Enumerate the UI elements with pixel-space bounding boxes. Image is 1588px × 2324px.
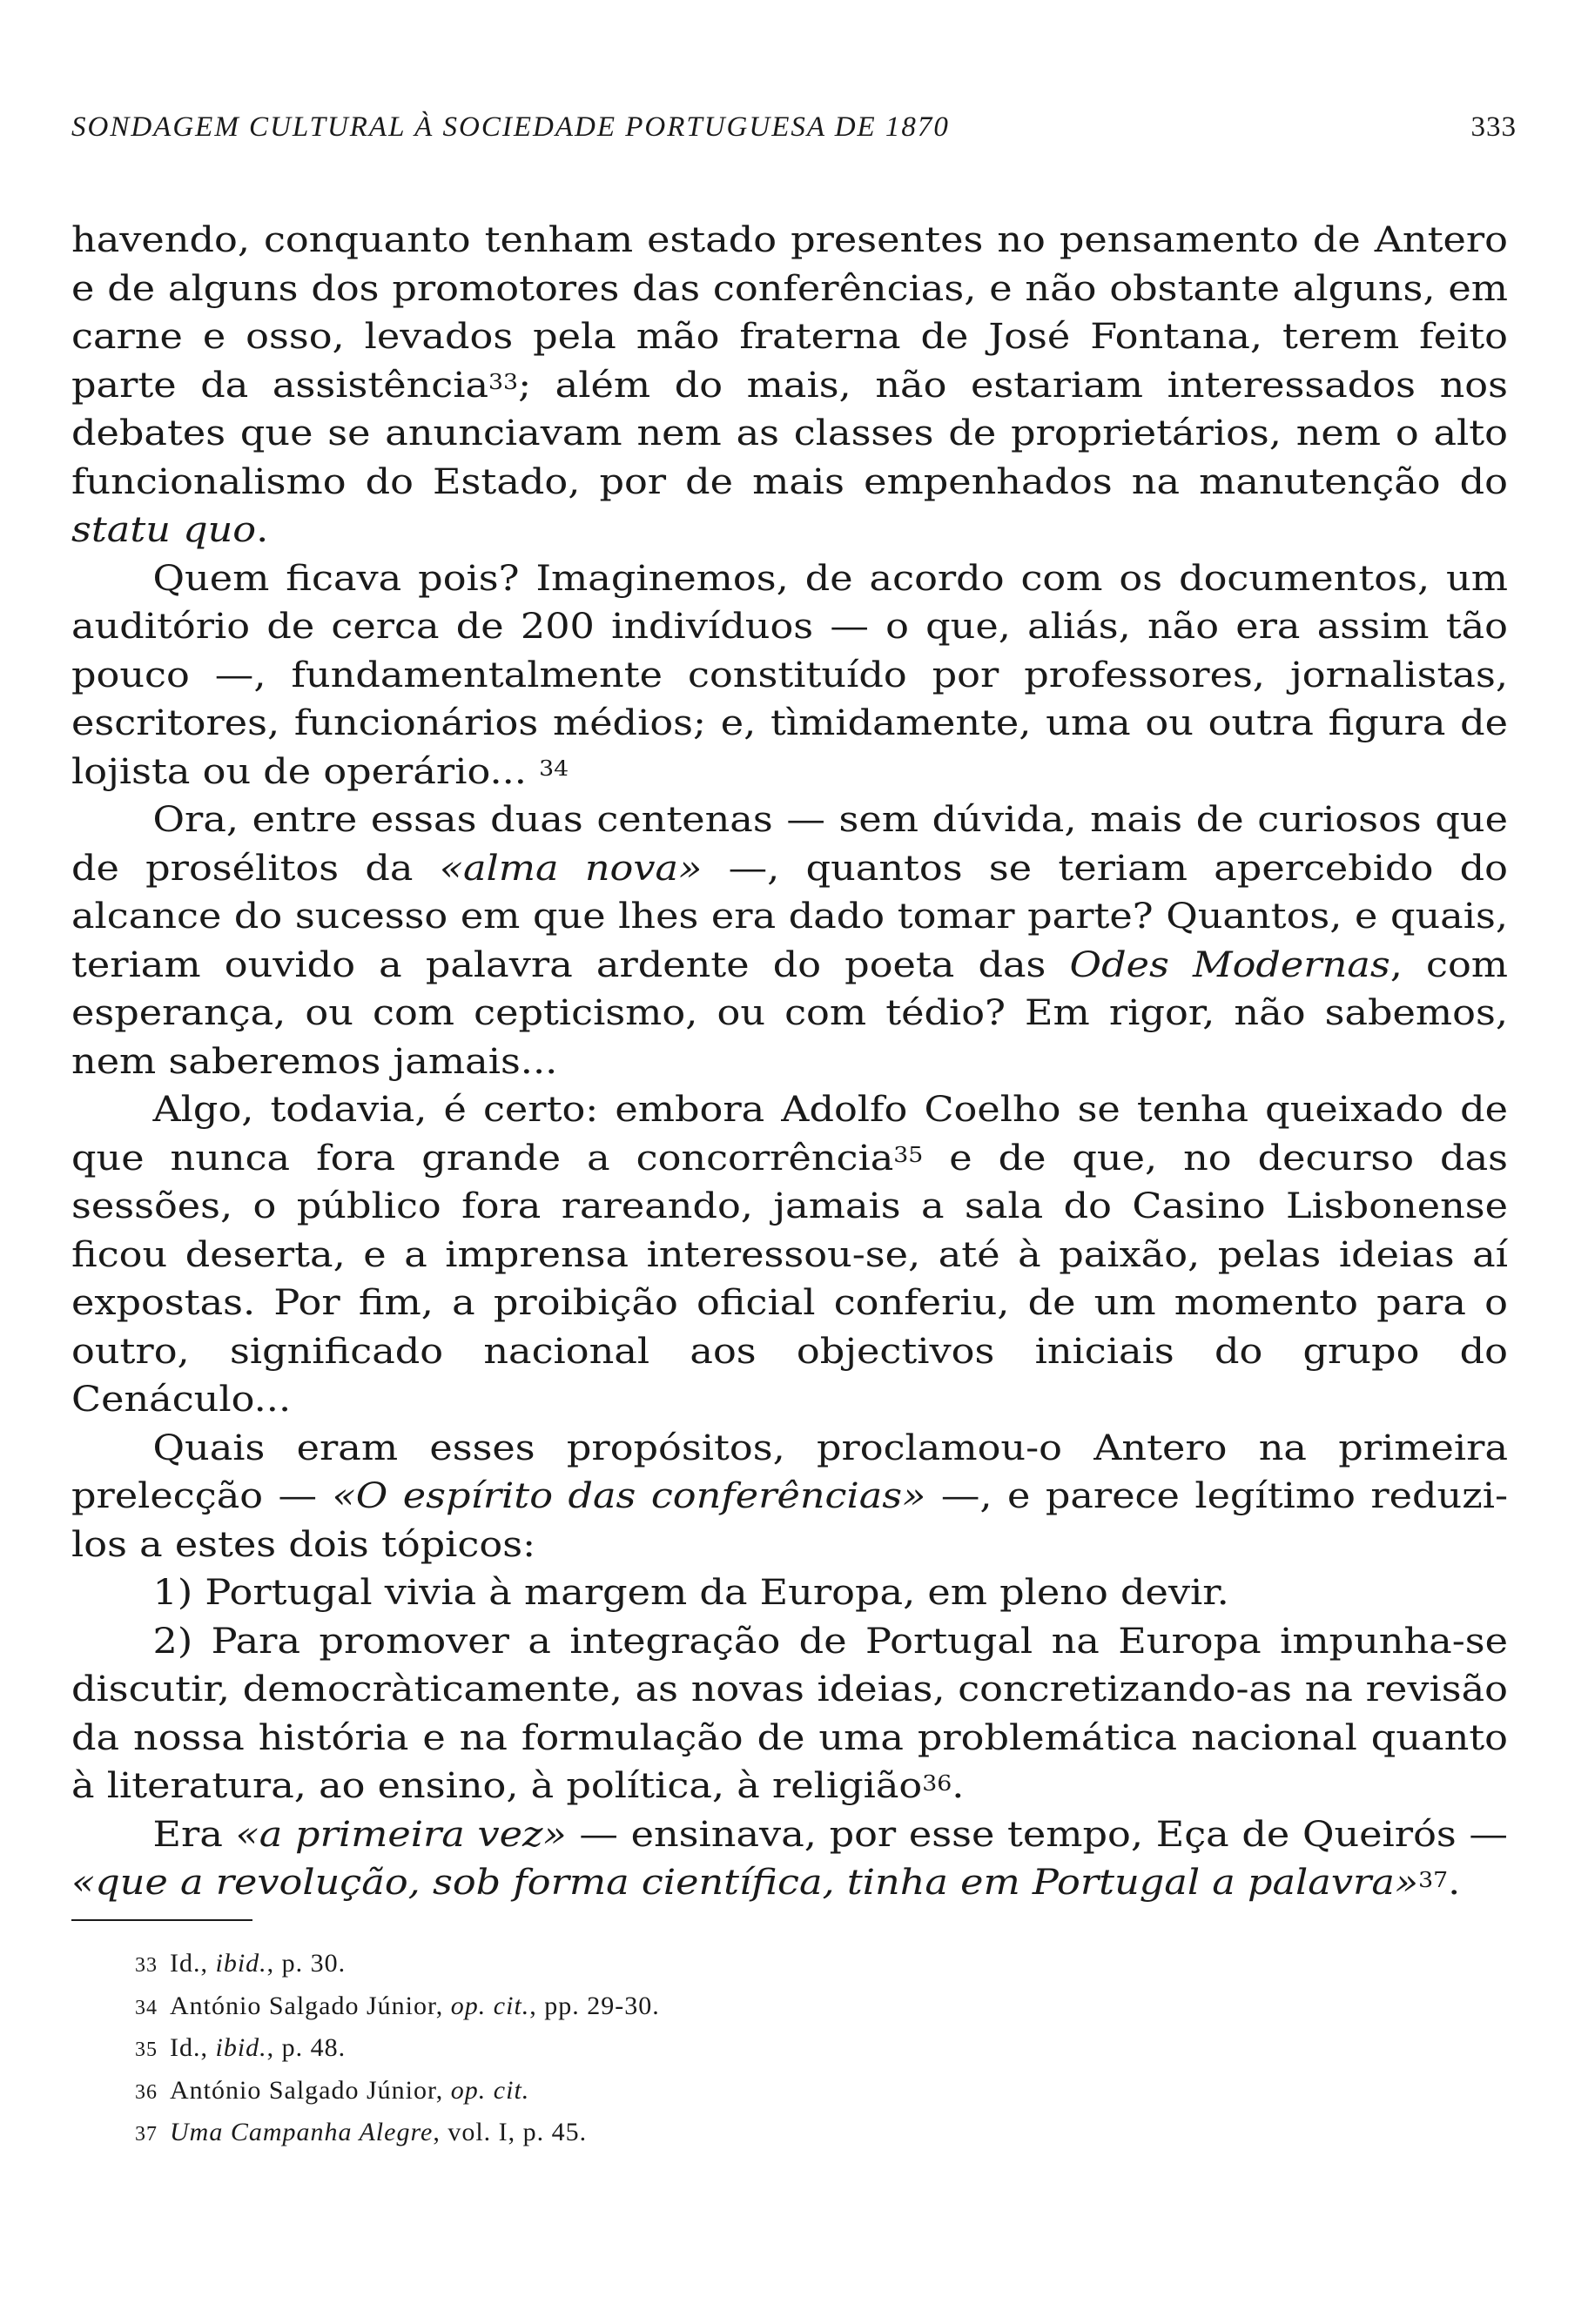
italic-quote: «que a revolução, sob forma científica, tinha em Portugal a palavra» [71, 1861, 1419, 1903]
footnote-ref-35: 35 [893, 1142, 924, 1167]
paragraph-3: Ora, entre essas duas centenas — sem dúvida, mais de curiosos que de prosélitos da «alma nova» —, quantos se teriam apercebido do alcance do sucesso em que lhes era dado tomar parte? Quantos, e quais, teriam ouvido a palavra ardente do poeta das Odes Modernas, com esperança, ou com cepticismo, ou com tédio? Em rigor, não sabemos, nem saberemos jamais... [71, 798, 1509, 1082]
footnote-ref-36: 36 [922, 1770, 952, 1796]
footnote-number: 36 [135, 2080, 158, 2104]
running-header [71, 111, 1517, 155]
footnote-number: 37 [135, 2123, 158, 2146]
list-item-1: 1) Portugal vivia à margem da Europa, em pleno devir. [152, 1571, 1229, 1613]
paragraph-4: Algo, todavia, é certo: embora Adolfo Coelho se tenha queixado de que nunca fora grande a concorrência$^{35}$ e de que, no decurso das sessões, o público fora rareando, jamais a sala do Casino Lisbonense ficou deserta, e a imprensa interessou-se, até à paixão, pelas ideias aí expostas. Por fim, a proibição oficial conferiu, de um momento para o outro, significado nacional aos objectivos iniciais do grupo do Cenáculo... [71, 1088, 1508, 1420]
italic-title: Odes Modernas [1069, 943, 1390, 985]
footnote-37: 37 Uma Campanha Alegre, vol. I, p. 45. [135, 2112, 1441, 2155]
main-text [71, 216, 1508, 1907]
footnote-35: 35 Id., ibid., p. 48. [135, 2028, 1441, 2071]
paragraph-5: Quais eram esses propósitos, proclamou-o Antero na primeira prelecção — «O espírito das conferências» —, e parece legítimo reduzi-los a estes dois tópicos: [71, 1426, 1509, 1565]
paragraph-6: Era «a primeira vez» — ensinava, por esse tempo, Eça de Queirós — «que a revolução, sob forma científica, tinha em Portugal a palavra»$^{37}$. [71, 1812, 1508, 1903]
italic-phrase: «alma nova» [439, 846, 703, 889]
footnote-36: 36 António Salgado Júnior, op. cit. [135, 2071, 1441, 2113]
footnote-ref-37: 37 [1418, 1866, 1449, 1892]
footnote-number: 34 [135, 1996, 158, 2019]
paragraph-1: havendo, conquanto tenham estado presentes no pensamento de Antero e de alguns dos promotores das conferências, e não obstante alguns, em carne e osso, levados pela mão fraterna de José Fontana, terem feito parte da assistência$^{33}$; além do mais, não estariam interessados nos debates que se anunciavam nem as classes de proprietários, nem o alto funcionalismo do Estado, por de mais empenhados na manutenção do statu quo. [71, 218, 1508, 550]
footnotes [135, 1944, 1441, 2155]
italic-title: «O espírito das conferências» [332, 1474, 926, 1516]
page-number: 333 [1470, 111, 1517, 143]
footnote-number: 33 [135, 1954, 158, 1977]
italic-phrase: «a primeira vez» [235, 1812, 567, 1855]
italic-phrase: statu quo [71, 508, 257, 550]
footnote-ref-33: 33 [488, 369, 519, 394]
footnote-34: 34 António Salgado Júnior, op. cit., pp. 29-30. [135, 1986, 1441, 2029]
footnote-separator [71, 1919, 252, 1921]
footnote-number: 35 [135, 2039, 158, 2061]
list-item-2: 2) Para promover a integração de Portugal na Europa impunha-se discutir, democràticamente, as novas ideias, concretizando-as na revisão da nossa história e na formulação de uma problemática nacional quanto à literatura, ao ensino, à política, à religião$^{36}$. [71, 1619, 1508, 1806]
footnote-ref-34: 34 [539, 756, 569, 781]
paragraph-2: Quem ficava pois? Imaginemos, de acordo com os documentos, um auditório de cerca de 200 indivíduos — o que, aliás, não era assim tão pouco —, fundamentalmente constituído por professores, jornalistas, escritores, funcionários médios; e, tìmidamente, uma ou outra figura de lojista ou de operário... $^{34}$ [71, 556, 1508, 792]
running-title: SONDAGEM CULTURAL À SOCIEDADE PORTUGUESA DE 1870 [71, 111, 950, 143]
footnote-33: 33 Id., ibid., p. 30. [135, 1944, 1441, 1986]
